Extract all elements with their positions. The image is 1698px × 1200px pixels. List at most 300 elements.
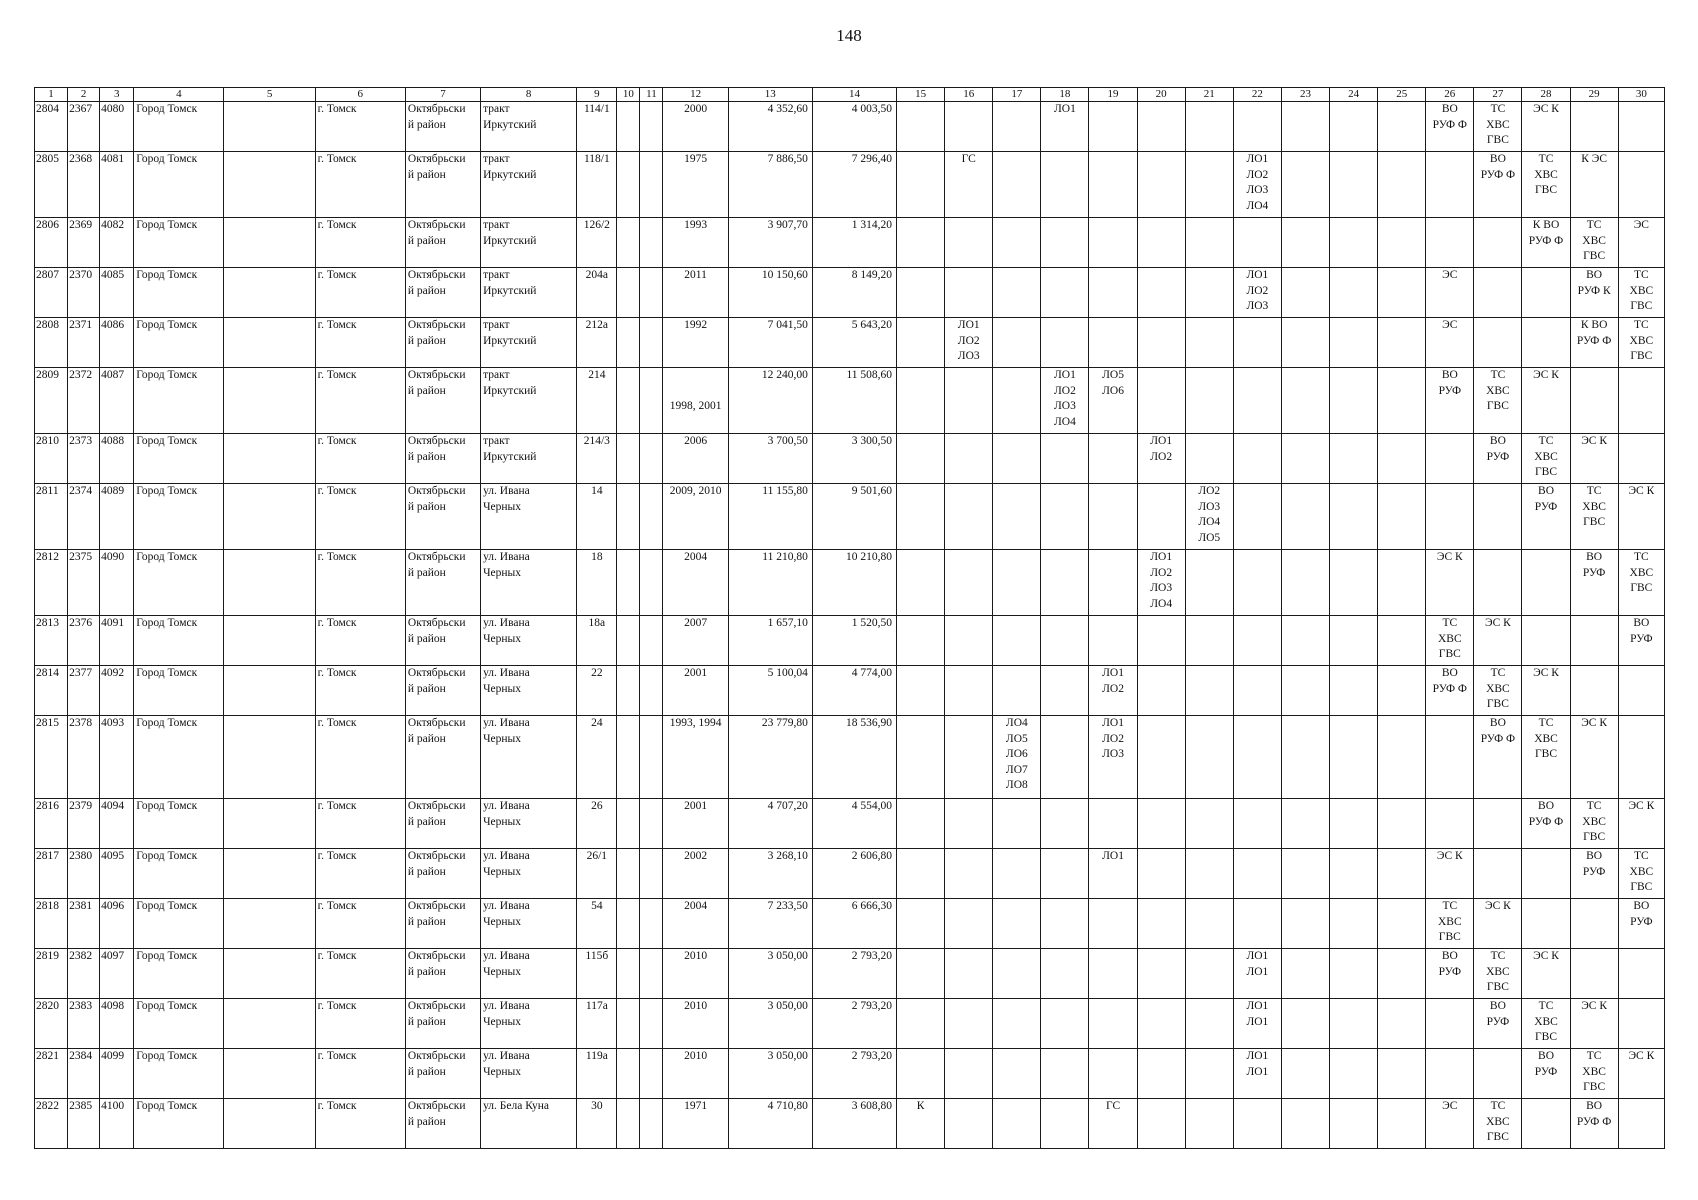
table-cell-col-29 [1570,368,1618,434]
table-cell-col-23 [1281,218,1329,268]
table-cell-col-17 [993,999,1041,1049]
table-cell-col-27: ВО РУФ Ф [1474,716,1522,799]
table-row [35,368,1665,434]
table-row [35,666,1665,716]
table-cell-col-26: ВО РУФ [1426,949,1474,999]
table-cell-col-30: ТС ХВС ГВС [1618,268,1664,318]
table-cell-col-18 [1041,1099,1089,1149]
table-cell-col-8: ул. Ивана Черных [481,1049,577,1099]
table-cell-col-22: ЛО1 ЛО2 ЛО3 [1233,268,1281,318]
table-cell-col-30: ВО РУФ [1618,899,1664,949]
table-cell-col-25 [1378,716,1426,799]
table-cell-col-13: 3 700,50 [728,434,812,484]
table-cell-col-9: 24 [577,716,617,799]
table-cell-col-17 [993,102,1041,152]
table-cell-col-23 [1281,999,1329,1049]
table-cell-col-25 [1378,550,1426,616]
table-cell-col-20: ЛО1 ЛО2 ЛО3 ЛО4 [1137,550,1185,616]
table-cell-col-17 [993,616,1041,666]
table-cell-col-23 [1281,318,1329,368]
table-cell-col-25 [1378,318,1426,368]
table-cell-col-1: 2813 [35,616,68,666]
table-cell-col-11 [640,616,663,666]
table-cell-col-15 [897,799,945,849]
table-cell-col-2: 2380 [68,849,100,899]
table-cell-col-7: Октябрьски й район [405,268,480,318]
table-cell-col-2: 2379 [68,799,100,849]
table-cell-col-4: Город Томск [134,949,224,999]
table-cell-col-7: Октябрьски й район [405,1099,480,1149]
table-cell-col-28 [1522,849,1570,899]
table-cell-col-8: тракт Иркутский [481,268,577,318]
table-cell-col-1: 2820 [35,999,68,1049]
table-cell-col-18: ЛО1 ЛО2 ЛО3 ЛО4 [1041,368,1089,434]
table-cell-col-22 [1233,434,1281,484]
table-cell-col-22 [1233,484,1281,550]
table-cell-col-9: 115б [577,949,617,999]
table-cell-col-12: 1992 [663,318,728,368]
table-cell-col-8: тракт Иркутский [481,434,577,484]
table-cell-col-27: ТС ХВС ГВС [1474,666,1522,716]
table-cell-col-26: ЭС [1426,1099,1474,1149]
column-number-cell: 29 [1570,88,1618,102]
table-cell-col-20 [1137,716,1185,799]
table-cell-col-23 [1281,368,1329,434]
column-number-cell: 1 [35,88,68,102]
table-cell-col-20 [1137,616,1185,666]
table-cell-col-27 [1474,1049,1522,1099]
table-cell-col-22 [1233,799,1281,849]
table-row [35,999,1665,1049]
table-cell-col-6: г. Томск [315,1099,405,1149]
table-cell-col-22: ЛО1 ЛО1 [1233,1049,1281,1099]
table-cell-col-5 [224,434,315,484]
table-cell-col-15 [897,550,945,616]
table-cell-col-6: г. Томск [315,102,405,152]
table-cell-col-26: ТС ХВС ГВС [1426,616,1474,666]
table-cell-col-24 [1330,318,1378,368]
table-cell-col-29: ЭС К [1570,999,1618,1049]
table-cell-col-3: 4091 [100,616,134,666]
table-cell-col-8: ул. Ивана Черных [481,550,577,616]
table-cell-col-15 [897,484,945,550]
table-cell-col-21 [1185,616,1233,666]
column-number-cell: 4 [134,88,224,102]
table-cell-col-14: 9 501,60 [812,484,896,550]
table-cell-col-5 [224,899,315,949]
table-cell-col-2: 2371 [68,318,100,368]
table-cell-col-24 [1330,102,1378,152]
table-cell-col-24 [1330,484,1378,550]
table-cell-col-10 [617,152,640,218]
table-cell-col-30 [1618,102,1664,152]
table-cell-col-1: 2806 [35,218,68,268]
table-cell-col-16 [945,218,993,268]
table-cell-col-13: 3 050,00 [728,999,812,1049]
table-cell-col-11 [640,550,663,616]
table-cell-col-25 [1378,268,1426,318]
table-cell-col-29 [1570,899,1618,949]
table-cell-col-29 [1570,949,1618,999]
table-cell-col-7: Октябрьски й район [405,849,480,899]
table-row [35,268,1665,318]
table-cell-col-29: ТС ХВС ГВС [1570,484,1618,550]
column-number-cell: 28 [1522,88,1570,102]
table-cell-col-28: ТС ХВС ГВС [1522,999,1570,1049]
table-cell-col-2: 2381 [68,899,100,949]
table-cell-col-5 [224,949,315,999]
table-cell-col-26: ЭС [1426,318,1474,368]
table-cell-col-4: Город Томск [134,1049,224,1099]
table-cell-col-14: 2 793,20 [812,949,896,999]
table-cell-col-21 [1185,268,1233,318]
table-cell-col-12: 2010 [663,949,728,999]
column-number-cell: 7 [405,88,480,102]
table-cell-col-19 [1089,268,1137,318]
table-cell-col-30: ЭС [1618,218,1664,268]
table-cell-col-27: ВО РУФ Ф [1474,152,1522,218]
table-cell-col-5 [224,799,315,849]
table-cell-col-11 [640,434,663,484]
table-cell-col-12: 1998, 2001 [663,368,728,434]
table-cell-col-11 [640,318,663,368]
column-number-cell: 9 [577,88,617,102]
table-cell-col-20 [1137,1099,1185,1149]
table-cell-col-9: 118/1 [577,152,617,218]
table-cell-col-26 [1426,152,1474,218]
table-cell-col-27 [1474,484,1522,550]
table-cell-col-28: ТС ХВС ГВС [1522,152,1570,218]
column-number-cell: 8 [481,88,577,102]
column-number-cell: 20 [1137,88,1185,102]
table-cell-col-17: ЛО4 ЛО5 ЛО6 ЛО7 ЛО8 [993,716,1041,799]
table-cell-col-25 [1378,368,1426,434]
table-cell-col-23 [1281,949,1329,999]
table-cell-col-3: 4094 [100,799,134,849]
table-cell-col-4: Город Томск [134,666,224,716]
table-cell-col-5 [224,152,315,218]
table-cell-col-17 [993,152,1041,218]
table-cell-col-12: 1971 [663,1099,728,1149]
table-cell-col-11 [640,1099,663,1149]
table-cell-col-2: 2384 [68,1049,100,1099]
table-cell-col-12: 2001 [663,799,728,849]
table-cell-col-19: ЛО1 [1089,849,1137,899]
table-cell-col-4: Город Томск [134,716,224,799]
table-cell-col-17 [993,434,1041,484]
table-cell-col-16 [945,1049,993,1099]
table-cell-col-27: ТС ХВС ГВС [1474,102,1522,152]
table-cell-col-24 [1330,949,1378,999]
table-cell-col-8: ул. Ивана Черных [481,949,577,999]
table-cell-col-9: 214 [577,368,617,434]
table-cell-col-29: ЭС К [1570,434,1618,484]
table-cell-col-4: Город Томск [134,799,224,849]
table-cell-col-10 [617,368,640,434]
table-cell-col-11 [640,899,663,949]
table-cell-col-16 [945,1099,993,1149]
table-cell-col-6: г. Томск [315,434,405,484]
table-cell-col-22 [1233,550,1281,616]
table-cell-col-28 [1522,616,1570,666]
table-cell-col-6: г. Томск [315,268,405,318]
table-cell-col-5 [224,716,315,799]
table-cell-col-17 [993,899,1041,949]
table-cell-col-23 [1281,716,1329,799]
table-cell-col-28: ЭС К [1522,666,1570,716]
table-cell-col-11 [640,849,663,899]
table-cell-col-5 [224,318,315,368]
table-cell-col-1: 2805 [35,152,68,218]
column-number-cell: 25 [1378,88,1426,102]
table-cell-col-23 [1281,849,1329,899]
table-cell-col-1: 2809 [35,368,68,434]
table-cell-col-26 [1426,999,1474,1049]
table-cell-col-20 [1137,318,1185,368]
table-cell-col-7: Октябрьски й район [405,999,480,1049]
column-number-cell: 3 [100,88,134,102]
table-cell-col-21 [1185,102,1233,152]
table-cell-col-5 [224,484,315,550]
table-cell-col-1: 2815 [35,716,68,799]
table-cell-col-5 [224,1099,315,1149]
column-number-cell: 6 [315,88,405,102]
table-cell-col-19 [1089,799,1137,849]
table-cell-col-30 [1618,716,1664,799]
table-cell-col-16 [945,666,993,716]
table-cell-col-6: г. Томск [315,616,405,666]
table-cell-col-14: 4 003,50 [812,102,896,152]
table-cell-col-26 [1426,799,1474,849]
table-cell-col-8: ул. Ивана Черных [481,899,577,949]
table-cell-col-5 [224,616,315,666]
table-cell-col-15 [897,102,945,152]
table-cell-col-9: 212а [577,318,617,368]
table-cell-col-3: 4090 [100,550,134,616]
table-cell-col-24 [1330,218,1378,268]
table-cell-col-6: г. Томск [315,318,405,368]
table-cell-col-17 [993,218,1041,268]
table-cell-col-19: ЛО1 ЛО2 [1089,666,1137,716]
table-cell-col-28: ТС ХВС ГВС [1522,716,1570,799]
table-cell-col-25 [1378,666,1426,716]
table-cell-col-13: 7 041,50 [728,318,812,368]
table-cell-col-2: 2383 [68,999,100,1049]
table-cell-col-3: 4100 [100,1099,134,1149]
table-cell-col-3: 4086 [100,318,134,368]
table-cell-col-2: 2376 [68,616,100,666]
table-cell-col-4: Город Томск [134,268,224,318]
table-cell-col-10 [617,616,640,666]
table-cell-col-18 [1041,716,1089,799]
table-cell-col-16 [945,899,993,949]
table-cell-col-16 [945,268,993,318]
column-number-row [35,88,1665,102]
table-cell-col-18 [1041,434,1089,484]
table-cell-col-9: 18 [577,550,617,616]
table-cell-col-24 [1330,434,1378,484]
table-cell-col-13: 5 100,04 [728,666,812,716]
table-cell-col-13: 23 779,80 [728,716,812,799]
table-cell-col-8: тракт Иркутский [481,218,577,268]
table-row [35,152,1665,218]
table-cell-col-8: тракт Иркутский [481,318,577,368]
table-row [35,318,1665,368]
table-cell-col-17 [993,268,1041,318]
table-cell-col-16 [945,368,993,434]
table-cell-col-10 [617,218,640,268]
table-cell-col-9: 214/3 [577,434,617,484]
table-cell-col-14: 8 149,20 [812,268,896,318]
table-cell-col-3: 4099 [100,1049,134,1099]
table-cell-col-13: 11 155,80 [728,484,812,550]
table-cell-col-26: ВО РУФ Ф [1426,102,1474,152]
table-cell-col-16 [945,102,993,152]
column-number-cell: 5 [224,88,315,102]
table-cell-col-11 [640,152,663,218]
table-cell-col-3: 4097 [100,949,134,999]
table-cell-col-20 [1137,666,1185,716]
column-number-cell: 2 [68,88,100,102]
table-cell-col-7: Октябрьски й район [405,666,480,716]
table-cell-col-5 [224,550,315,616]
table-cell-col-11 [640,484,663,550]
table-cell-col-12: 2001 [663,666,728,716]
table-cell-col-12: 2002 [663,849,728,899]
table-cell-col-7: Октябрьски й район [405,152,480,218]
table-cell-col-9: 22 [577,666,617,716]
table-cell-col-8: ул. Ивана Черных [481,484,577,550]
table-cell-col-24 [1330,799,1378,849]
table-row [35,899,1665,949]
table-cell-col-20 [1137,849,1185,899]
table-cell-col-16 [945,484,993,550]
table-cell-col-12: 2004 [663,550,728,616]
table-cell-col-16 [945,550,993,616]
table-cell-col-20 [1137,484,1185,550]
table-cell-col-25 [1378,1049,1426,1099]
table-cell-col-22 [1233,102,1281,152]
table-cell-col-19: ГС [1089,1099,1137,1149]
table-cell-col-5 [224,1049,315,1099]
column-number-cell: 11 [640,88,663,102]
table-cell-col-29: ТС ХВС ГВС [1570,1049,1618,1099]
table-cell-col-15: К [897,1099,945,1149]
table-cell-col-24 [1330,616,1378,666]
table-cell-col-10 [617,799,640,849]
table-cell-col-10 [617,999,640,1049]
table-row [35,1099,1665,1149]
table-cell-col-30 [1618,1099,1664,1149]
table-cell-col-14: 5 643,20 [812,318,896,368]
table-cell-col-19 [1089,218,1137,268]
column-number-cell: 19 [1089,88,1137,102]
table-cell-col-2: 2385 [68,1099,100,1149]
table-cell-col-11 [640,716,663,799]
table-cell-col-1: 2819 [35,949,68,999]
table-cell-col-4: Город Томск [134,218,224,268]
table-cell-col-17 [993,1049,1041,1099]
table-cell-col-5 [224,666,315,716]
table-cell-col-30: ТС ХВС ГВС [1618,318,1664,368]
column-number-cell: 13 [728,88,812,102]
table-cell-col-13: 3 907,70 [728,218,812,268]
table-cell-col-6: г. Томск [315,550,405,616]
table-cell-col-25 [1378,102,1426,152]
table-cell-col-20 [1137,1049,1185,1099]
column-number-cell: 27 [1474,88,1522,102]
table-cell-col-1: 2811 [35,484,68,550]
table-cell-col-7: Октябрьски й район [405,368,480,434]
table-cell-col-18 [1041,318,1089,368]
table-cell-col-28 [1522,550,1570,616]
table-cell-col-11 [640,1049,663,1099]
table-cell-col-28 [1522,318,1570,368]
table-cell-col-25 [1378,899,1426,949]
table-cell-col-27: ТС ХВС ГВС [1474,368,1522,434]
table-cell-col-9: 117а [577,999,617,1049]
table-cell-col-1: 2808 [35,318,68,368]
table-cell-col-13: 1 657,10 [728,616,812,666]
table-cell-col-1: 2818 [35,899,68,949]
table-cell-col-25 [1378,218,1426,268]
table-cell-col-17 [993,368,1041,434]
table-cell-col-13: 3 050,00 [728,1049,812,1099]
table-cell-col-14: 4 554,00 [812,799,896,849]
table-cell-col-29: ВО РУФ К [1570,268,1618,318]
table-cell-col-30: ТС ХВС ГВС [1618,849,1664,899]
table-cell-col-25 [1378,799,1426,849]
table-cell-col-12: 2004 [663,899,728,949]
table-cell-col-24 [1330,1049,1378,1099]
column-number-cell: 30 [1618,88,1664,102]
table-cell-col-18 [1041,484,1089,550]
table-cell-col-14: 4 774,00 [812,666,896,716]
table-cell-col-11 [640,268,663,318]
table-cell-col-4: Город Томск [134,318,224,368]
table-cell-col-2: 2373 [68,434,100,484]
table-row [35,616,1665,666]
table-cell-col-22: ЛО1 ЛО1 [1233,949,1281,999]
table-cell-col-10 [617,716,640,799]
column-number-cell: 23 [1281,88,1329,102]
table-cell-col-21 [1185,849,1233,899]
table-cell-col-13: 7 886,50 [728,152,812,218]
table-cell-col-28: ТС ХВС ГВС [1522,434,1570,484]
table-cell-col-1: 2821 [35,1049,68,1099]
table-cell-col-28: ВО РУФ [1522,1049,1570,1099]
table-cell-col-22: ЛО1 ЛО2 ЛО3 ЛО4 [1233,152,1281,218]
table-cell-col-15 [897,666,945,716]
table-cell-col-29 [1570,102,1618,152]
table-cell-col-29: ВО РУФ Ф [1570,1099,1618,1149]
table-cell-col-14: 2 606,80 [812,849,896,899]
table-cell-col-19 [1089,102,1137,152]
table-cell-col-14: 3 608,80 [812,1099,896,1149]
table-cell-col-23 [1281,1099,1329,1149]
table-cell-col-21 [1185,1099,1233,1149]
table-cell-col-9: 204а [577,268,617,318]
table-cell-col-1: 2807 [35,268,68,318]
table-cell-col-17 [993,799,1041,849]
table-cell-col-30: ВО РУФ [1618,616,1664,666]
table-cell-col-26 [1426,434,1474,484]
table-cell-col-10 [617,434,640,484]
column-number-cell: 14 [812,88,896,102]
table-cell-col-5 [224,999,315,1049]
table-cell-col-4: Город Томск [134,152,224,218]
table-row [35,434,1665,484]
